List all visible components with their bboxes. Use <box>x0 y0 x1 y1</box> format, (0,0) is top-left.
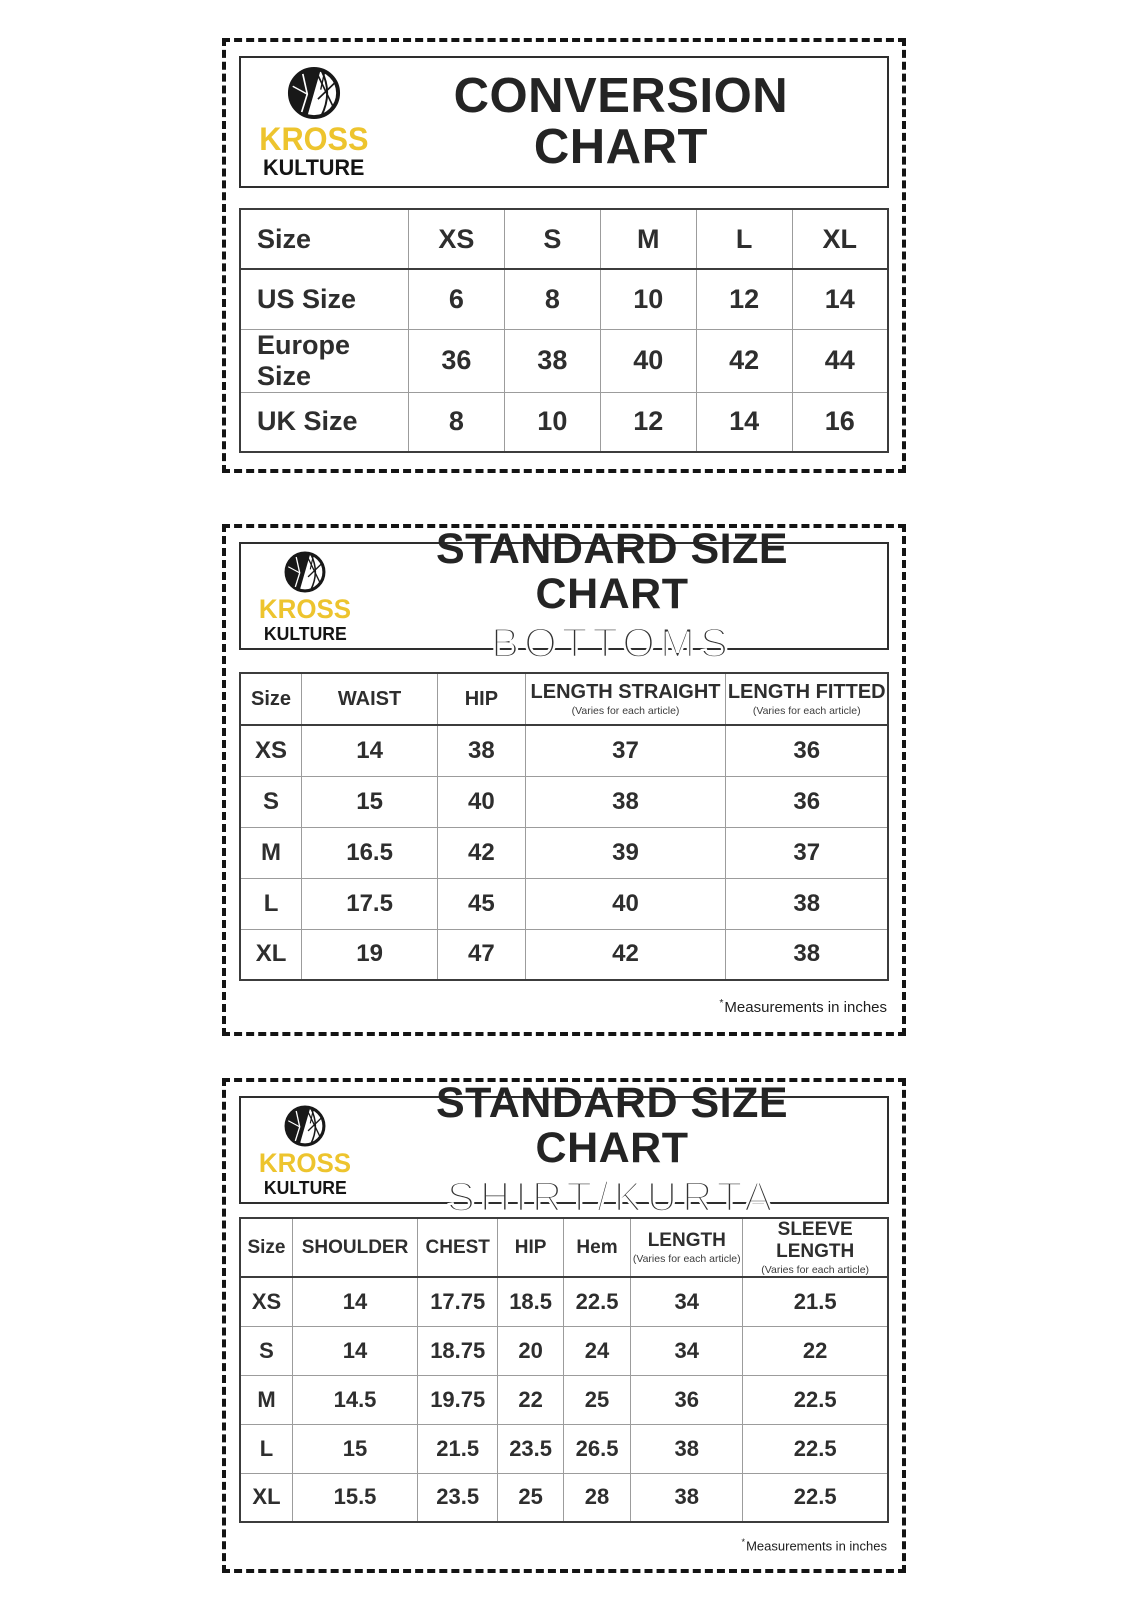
column-header-label: LENGTH STRAIGHT <box>530 681 721 703</box>
column-header-note: (Varies for each article) <box>761 1264 870 1276</box>
table-cell: 25 <box>563 1375 630 1424</box>
table-cell: 14.5 <box>292 1375 417 1424</box>
row-label: Europe Size <box>240 329 408 392</box>
table-cell: 17.5 <box>302 878 438 929</box>
table-row <box>240 1375 888 1424</box>
row-label: XL <box>240 1473 292 1522</box>
conversion-panel-header <box>239 56 889 188</box>
panel-subtitle: SHIRT/KURTA <box>446 1173 778 1221</box>
table-cell: 19.75 <box>418 1375 498 1424</box>
column-header <box>563 1218 630 1277</box>
column-header-label: WAIST <box>337 687 402 710</box>
row-label: UK Size <box>240 392 408 452</box>
table-row <box>240 827 888 878</box>
table-cell: 21.5 <box>418 1424 498 1473</box>
brand-name-kross: KROSS <box>258 1147 352 1178</box>
table-cell: 36 <box>726 776 888 827</box>
table-row <box>240 1326 888 1375</box>
footnote-text: Measurements in inches <box>724 999 887 1016</box>
basketball-icon <box>283 1104 327 1148</box>
column-header <box>438 673 525 725</box>
brand-name-kulture: KULTURE <box>263 1177 347 1198</box>
table-cell: 37 <box>726 827 888 878</box>
column-header-label: SLEEVE LENGTH <box>776 1219 855 1262</box>
row-label: XS <box>240 725 302 776</box>
table-cell: 22 <box>743 1326 888 1375</box>
conversion-table <box>239 208 889 453</box>
column-header <box>504 209 600 269</box>
brand-name-kulture: KULTURE <box>263 155 365 180</box>
table-cell: 38 <box>631 1473 743 1522</box>
row-label: XL <box>240 929 302 980</box>
column-header <box>240 673 302 725</box>
table-cell: 20 <box>498 1326 563 1375</box>
table-cell: 25 <box>498 1473 563 1522</box>
basketball-icon <box>286 65 342 121</box>
table-cell: 40 <box>525 878 726 929</box>
table-cell: 23.5 <box>418 1473 498 1522</box>
table-cell: 42 <box>525 929 726 980</box>
table-cell: 34 <box>631 1326 743 1375</box>
table-cell: 36 <box>631 1375 743 1424</box>
column-header-label: LENGTH <box>647 1230 726 1251</box>
table-cell: 14 <box>292 1326 417 1375</box>
table-cell: 38 <box>726 929 888 980</box>
column-header <box>600 209 696 269</box>
table-row <box>240 1424 888 1473</box>
table-cell: 22.5 <box>743 1424 888 1473</box>
table-cell: 15.5 <box>292 1473 417 1522</box>
table-row <box>240 776 888 827</box>
panel-subtitle: BOTTOMS <box>491 619 733 667</box>
table-cell: 22.5 <box>743 1375 888 1424</box>
brand-name-kross: KROSS <box>258 593 352 624</box>
column-header-label: SHOULDER <box>301 1236 409 1258</box>
table-cell: 8 <box>408 392 504 452</box>
table-cell: 22.5 <box>743 1473 888 1522</box>
table-cell: 10 <box>504 392 600 452</box>
panel-title: STANDARD SIZE CHART <box>435 524 789 618</box>
table-cell: 15 <box>302 776 438 827</box>
column-header <box>408 209 504 269</box>
column-header <box>743 1218 888 1277</box>
table-cell: 42 <box>438 827 525 878</box>
column-header-note: (Varies for each article) <box>632 1253 741 1265</box>
table-cell: 47 <box>438 929 525 980</box>
table-cell: 45 <box>438 878 525 929</box>
table-cell: 38 <box>525 776 726 827</box>
column-header <box>240 209 408 269</box>
conversion-chart-panel <box>222 38 906 473</box>
table-header-row <box>240 209 888 269</box>
column-header-label: Hem <box>576 1236 618 1258</box>
table-cell: 18.75 <box>418 1326 498 1375</box>
table-cell: 36 <box>726 725 888 776</box>
table-cell: 22 <box>498 1375 563 1424</box>
panel-title: STANDARD SIZE CHART <box>435 1078 789 1172</box>
table-cell: 14 <box>792 269 888 329</box>
table-cell: 40 <box>438 776 525 827</box>
table-row <box>240 1473 888 1522</box>
kross-kulture-logo <box>257 65 371 179</box>
table-cell: 38 <box>631 1424 743 1473</box>
table-row <box>240 725 888 776</box>
row-label: M <box>240 827 302 878</box>
brand-name-kross: KROSS <box>259 121 369 157</box>
asterisk-mark: * <box>719 997 724 1009</box>
shirt-kurta-size-table <box>239 1217 889 1523</box>
column-header <box>792 209 888 269</box>
row-label: US Size <box>240 269 408 329</box>
table-cell: 6 <box>408 269 504 329</box>
panel-title-block <box>353 524 867 667</box>
column-header-note: (Varies for each article) <box>752 705 861 717</box>
table-cell: 28 <box>563 1473 630 1522</box>
table-row <box>240 329 888 392</box>
table-cell: 26.5 <box>563 1424 630 1473</box>
table-cell: 22.5 <box>563 1277 630 1326</box>
table-cell: 10 <box>600 269 696 329</box>
column-header <box>292 1218 417 1277</box>
table-cell: 12 <box>696 269 792 329</box>
panel-title-block <box>353 1078 867 1221</box>
column-header <box>696 209 792 269</box>
column-header-label: S <box>543 223 562 254</box>
column-header <box>240 1218 292 1277</box>
row-label: M <box>240 1375 292 1424</box>
table-cell: 39 <box>525 827 726 878</box>
column-header-label: CHEST <box>425 1236 490 1258</box>
measurements-footnote <box>239 1537 889 1553</box>
column-header-label: Size <box>251 687 292 710</box>
row-label: L <box>240 1424 292 1473</box>
row-label: S <box>240 776 302 827</box>
column-header-label: LENGTH FITTED <box>727 681 886 703</box>
kross-kulture-logo <box>257 1104 353 1197</box>
column-header <box>418 1218 498 1277</box>
column-header-label: L <box>735 223 753 254</box>
bottoms-size-chart-panel <box>222 524 906 1036</box>
brand-name-kulture: KULTURE <box>263 623 347 644</box>
table-cell: 14 <box>302 725 438 776</box>
table-row <box>240 269 888 329</box>
table-cell: 38 <box>438 725 525 776</box>
column-header <box>498 1218 563 1277</box>
column-header-label: XL <box>822 223 858 254</box>
column-header-note: (Varies for each article) <box>571 705 680 717</box>
table-cell: 14 <box>292 1277 417 1326</box>
table-header-row <box>240 1218 888 1277</box>
panel-title-block <box>371 68 867 174</box>
table-cell: 44 <box>792 329 888 392</box>
column-header-label: HIP <box>514 1236 547 1258</box>
column-header-label: Size <box>257 223 312 254</box>
table-cell: 19 <box>302 929 438 980</box>
table-cell: 12 <box>600 392 696 452</box>
table-header-row <box>240 673 888 725</box>
asterisk-mark: * <box>741 1537 746 1547</box>
table-row <box>240 929 888 980</box>
table-cell: 8 <box>504 269 600 329</box>
column-header <box>302 673 438 725</box>
panel-title: CONVERSION CHART <box>453 68 789 174</box>
column-header <box>525 673 726 725</box>
table-cell: 37 <box>525 725 726 776</box>
table-row <box>240 878 888 929</box>
row-label: L <box>240 878 302 929</box>
row-label: S <box>240 1326 292 1375</box>
table-row <box>240 1277 888 1326</box>
table-cell: 38 <box>726 878 888 929</box>
column-header-label: Size <box>247 1236 286 1258</box>
shirt-kurta-size-chart-panel <box>222 1078 906 1573</box>
column-header-label: XS <box>438 223 475 254</box>
table-cell: 17.75 <box>418 1277 498 1326</box>
table-cell: 15 <box>292 1424 417 1473</box>
column-header-label: HIP <box>464 687 499 710</box>
table-cell: 34 <box>631 1277 743 1326</box>
measurements-footnote <box>239 997 889 1016</box>
table-cell: 23.5 <box>498 1424 563 1473</box>
footnote-text: Measurements in inches <box>746 1538 887 1554</box>
table-cell: 24 <box>563 1326 630 1375</box>
kross-kulture-logo <box>257 550 353 643</box>
basketball-icon <box>283 550 327 594</box>
shirt-panel-header <box>239 1078 889 1221</box>
table-cell: 42 <box>696 329 792 392</box>
bottoms-panel-header <box>239 524 889 667</box>
bottoms-size-table <box>239 672 889 981</box>
column-header <box>631 1218 743 1277</box>
table-cell: 38 <box>504 329 600 392</box>
table-cell: 21.5 <box>743 1277 888 1326</box>
column-header-label: M <box>636 223 660 254</box>
table-cell: 36 <box>408 329 504 392</box>
table-cell: 40 <box>600 329 696 392</box>
row-label: XS <box>240 1277 292 1326</box>
table-row <box>240 392 888 452</box>
table-cell: 14 <box>696 392 792 452</box>
column-header <box>726 673 888 725</box>
table-cell: 18.5 <box>498 1277 563 1326</box>
table-cell: 16.5 <box>302 827 438 878</box>
table-cell: 16 <box>792 392 888 452</box>
